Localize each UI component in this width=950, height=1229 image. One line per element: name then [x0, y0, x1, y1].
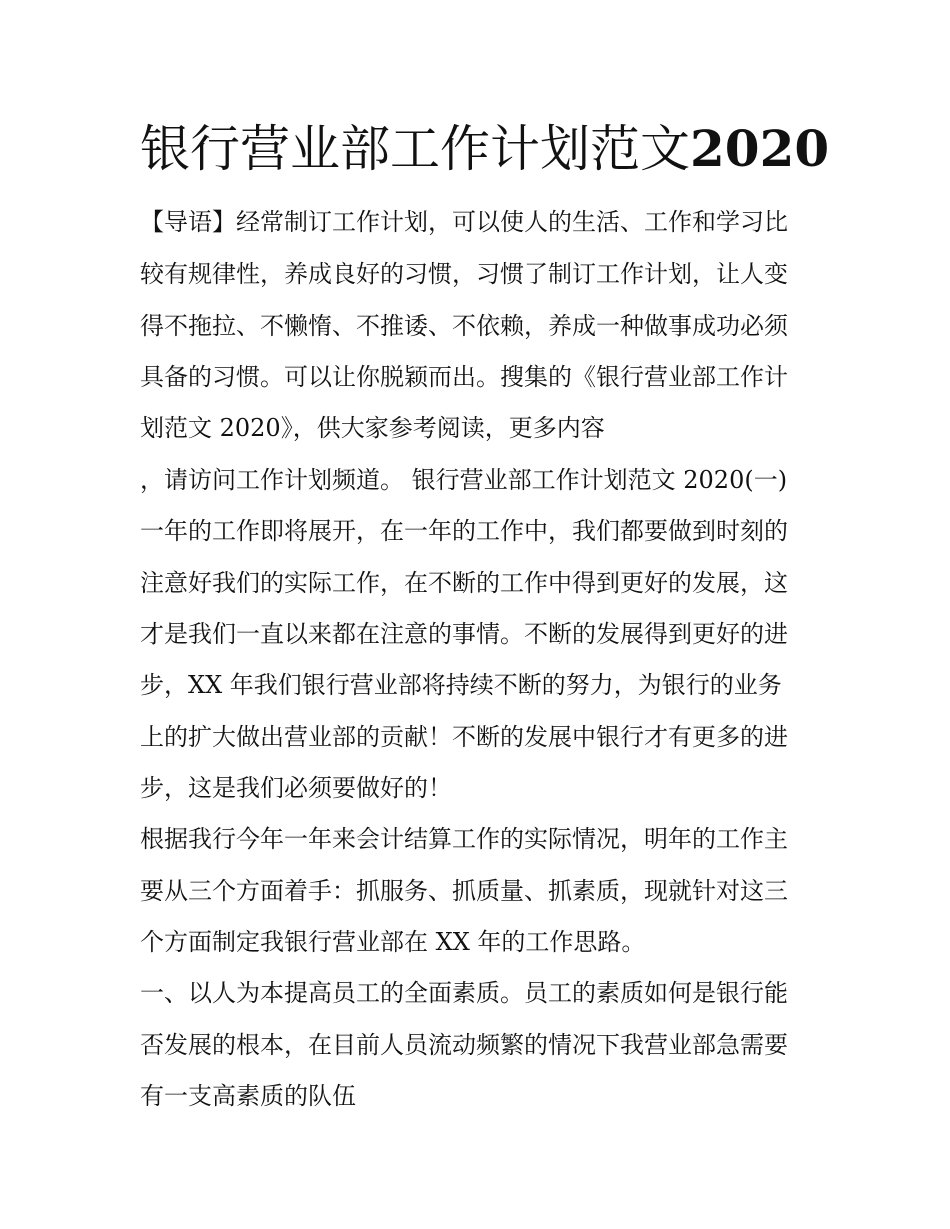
paragraph-line: 步，这是我们必须要做好的！: [140, 774, 452, 802]
paragraph-line: 要从三个方面着手：抓服务、抓质量、抓素质，现就针对这三: [140, 877, 788, 905]
paragraph-line: ，请访问工作计划频道。 银行营业部工作计划范文 2020(一): [140, 466, 788, 494]
paragraph-line: 有一支高素质的队伍: [140, 1082, 356, 1110]
paragraph-line: 个方面制定我银行营业部在 XX 年的工作思路。: [140, 928, 646, 956]
paragraph-line: 【导语】经常制订工作计划，可以使人的生活、工作和学习比: [140, 208, 788, 236]
paragraph-line: 否发展的根本，在目前人员流动频繁的情况下我营业部急需要: [140, 1031, 788, 1059]
paragraph-line: 步，XX 年我们银行营业部将持续不断的努力，为银行的业务: [140, 671, 782, 699]
paragraph-line: 上的扩大做出营业部的贡献！不断的发展中银行才有更多的进: [140, 723, 788, 751]
paragraph-line: 注意好我们的实际工作，在不断的工作中得到更好的发展，这: [140, 569, 788, 597]
paragraph-line: 一、以人为本提高员工的全面素质。员工的素质如何是银行能: [140, 979, 788, 1007]
document-title: [140, 114, 840, 184]
paragraph-line: 得不拖拉、不懒惰、不推诿、不依赖，养成一种做事成功必须: [140, 312, 788, 340]
paragraph-line: 具备的习惯。可以让你脱颖而出。搜集的《银行营业部工作计: [140, 363, 788, 391]
paragraph-line: 根据我行今年一年来会计结算工作的实际情况，明年的工作主: [140, 825, 788, 853]
paragraph-line: 划范文 2020》，供大家参考阅读，更多内容: [140, 414, 605, 442]
title-year: 2020: [690, 119, 830, 178]
paragraph-line: 才是我们一直以来都在注意的事情。不断的发展得到更好的进: [140, 620, 788, 648]
paragraph-line: 一年的工作即将展开，在一年的工作中，我们都要做到时刻的: [140, 517, 788, 545]
paragraph-line: 较有规律性，养成良好的习惯，习惯了制订工作计划，让人变: [140, 260, 788, 288]
title-text: 银行营业部工作计划范文: [140, 120, 690, 178]
